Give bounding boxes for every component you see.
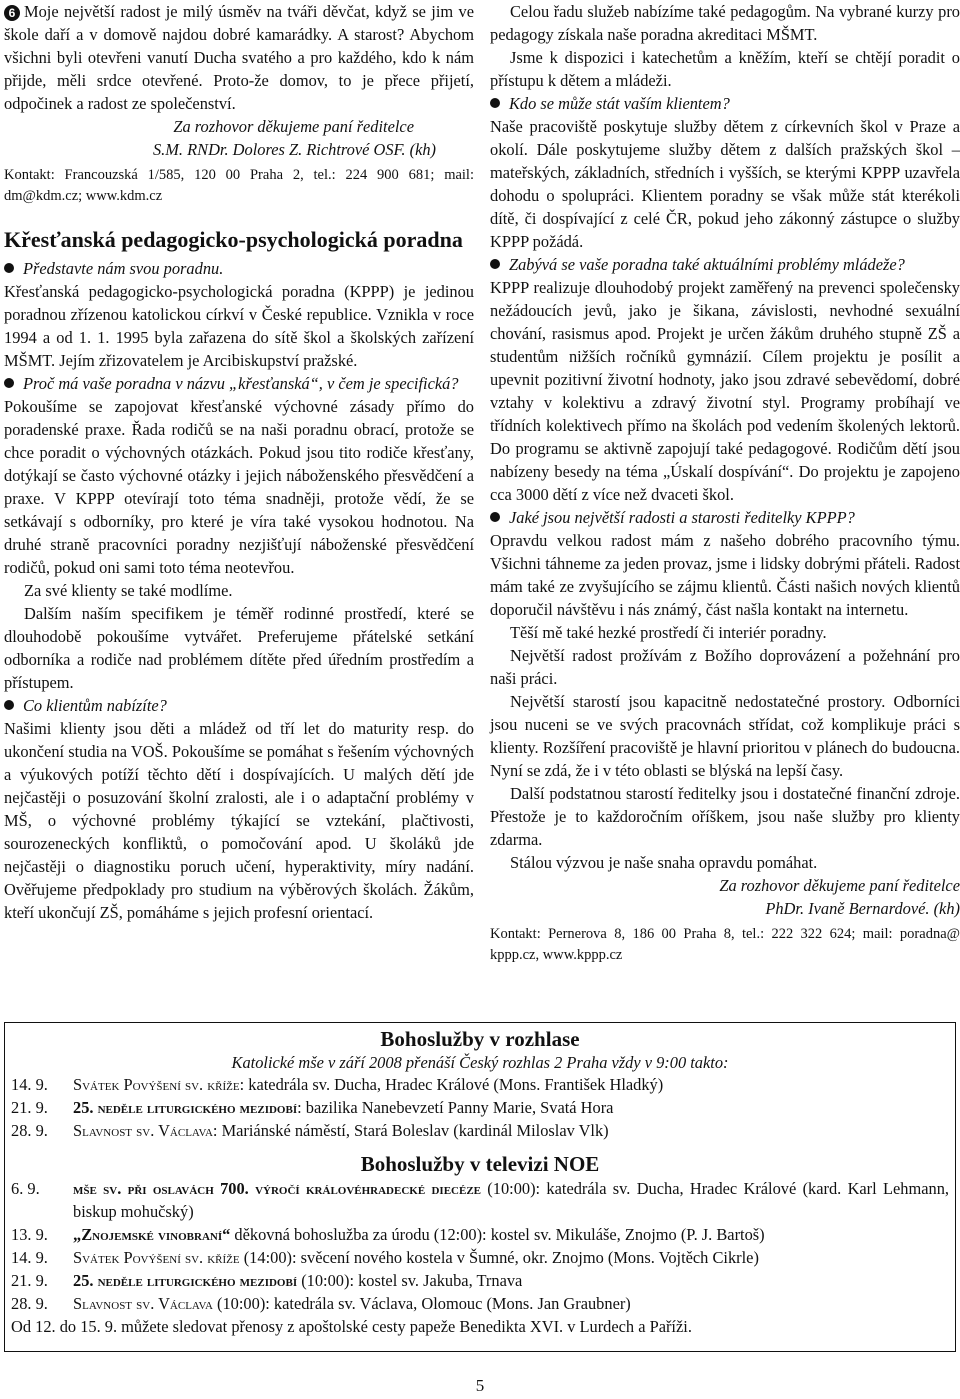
answer-paragraph: Našimi klienty jsou děti a mládež od tří let do maturity resp. do ukončení studia na VOŠ. Pokoušíme se pomáhat s řešením výchovných a výukových potíží těchto dětí i dospívajících. U malých dětí jde nejčastěji o posuzování školní zralosti, ale i o adaptační problémy v MŠ, o výchovné problémy týkající se vztekání, plačtivosti, sourozeneckých konfliktů, o pomočování apod. U školáků jde nejčastěji o diagnostiku poruch učení, hyperaktivity, míry nadání. Ověřujeme předpoklady pro studium na výběrových školách. Žákům, kteří ukončují ZŠ, pomáháme s jejich profesní orientací.: [4, 719, 474, 922]
thanks-line-2: S.M. RNDr. Dolores Z. Richtrové OSF. (kh): [152, 140, 436, 159]
left-column: [4, 0, 474, 924]
bullet-icon: [490, 98, 500, 108]
answer-paragraph: Za své klienty se také modlíme.: [24, 581, 233, 600]
bullet-icon: [4, 263, 14, 273]
answer-paragraph: Křesťanská pedagogicko-psychologická poradna (KPPP) je jedinou poradnou zřízenou katolickou církví v České republice. Vznikla v roce 1994 a od 1. 1. 1995 byla zařazena do sítě škol a školských zařízení MŠMT. Jejím zřizovatelem je Arcibiskupství pražské.: [4, 282, 474, 370]
intro-paragraph: 6 Moje největší radost je milý úsměv na tváři děvčat, když se jim ve škole daří a v domově najdou dobré kamarádky. A starost? Abychom všichni byli otevřeni vanutí Ducha svatého a pro každého, kdo k nám přijde, měli srdce otevřené. Proto-že domov, to je přece přijetí, odpočinek a radost ze společenství.: [4, 2, 474, 113]
thanks-line-1: Za rozhovor děkujeme paní ředitelce: [173, 117, 414, 136]
question-6: Jaké jsou největší radosti a starosti ředitelky KPPP?: [490, 506, 960, 529]
tv-row: 21. 9. 25. neděle liturgického mezidobí (10:00): kostel sv. Jakuba, Trnava: [11, 1271, 523, 1290]
answer-paragraph: Těší mě také hezké prostředí či interiér poradny.: [510, 623, 827, 642]
page-number: 5: [475, 1376, 485, 1395]
answer-paragraph: Pokoušíme se zapojovat křesťanské výchovné zásady přímo do poradenské praxe. Řada rodičů se na naši poradnu obrací, protože se chce poradit o výchovných otázkách. Pokud jsou tito rodiče křesťany, dotýkají se často výchovné otázky i jejich náboženského přesvědčení a praxe. V KPPP otevírají toto téma snadněji, protože vědí, že se setkávají s odborníky, pro které je víra také vysokou hodnotou. Na druhé straně pracovníci poradny nezjišťují náboženské přesvědčení rodičů, pokud oni sami toto téma neotevřou.: [4, 397, 474, 577]
number-bullet-icon: 6: [4, 5, 20, 21]
tv-row: 28. 9. Slavnost sv. Václava (10:00): katedrála sv. Václava, Olomouc (Mons. Jan Graubner): [11, 1294, 631, 1313]
question-2: Proč má vaše poradna v názvu „křesťanská“, v čem je specifická?: [4, 372, 474, 395]
radio-row: 28. 9. Slavnost sv. Václava: Mariánské náměstí, Stará Boleslav (kardinál Miloslav Vlk): [11, 1121, 609, 1140]
radio-subtitle: Katolické mše v září 2008 přenáší Český rozhlas 2 Praha vždy v 9:00 takto:: [231, 1053, 729, 1072]
tv-row: 6. 9. mše sv. při oslavách 700. výročí královéhradecké diecéze (10:00): katedrála sv. Ducha, Hradec Králové (kard. Karl Lehmann, biskup mohučský): [11, 1179, 949, 1221]
answer-paragraph: Dalším naším specifikem je téměř rodinné prostředí, které se dlouhodobě pokoušíme vytvářet. Preferujeme přátelské setkání odborníka a rodiče nad problémem dítěte před úředním prostředím a přístupem.: [4, 604, 474, 692]
question-1: Představte nám svou poradnu.: [4, 257, 474, 280]
answer-paragraph: Opravdu velkou radost mám z našeho dobrého pracovního týmu. Všichni táhneme za jeden provaz, jsme i lidsky dobrými přáteli. Radost mám také ze zvyšujícího se zájmu klientů. Části našich nových klientů doporučil návštěvu i nás známý, část našla kontakt na internetu.: [490, 531, 960, 619]
bullet-icon: [4, 378, 14, 388]
radio-row: 14. 9. Svátek Povýšení sv. kříže: katedrála sv. Ducha, Hradec Králové (Mons. František Hladký): [11, 1075, 664, 1094]
answer-paragraph: Naše pracoviště poskytuje služby dětem z církevních škol v Praze a okolí. Dále poskytujeme služby dětem z dalších pražských škol – mateřských, základních, středních i vyšších, se kterými KPPP uzavřela dohodu o spolupráci. Klientem poradny se však může stát kterékoli dítě, či dospívající z celé ČR, pokud jeho zákonný zástupce o služby KPPP požádá.: [490, 117, 960, 251]
article-heading: Křesťanská pedagogicko-psychologická poradna: [4, 227, 463, 252]
thanks-line-2: PhDr. Ivaně Bernardové. (kh): [765, 899, 960, 918]
question-3: Co klientům nabízíte?: [4, 694, 474, 717]
broadcast-box: [4, 1022, 956, 1352]
tv-row: 14. 9. Svátek Povýšení sv. kříže (14:00): svěcení nového kostela v Šumné, okr. Znojmo (Mons. Vojtěch Cikrle): [11, 1248, 759, 1267]
radio-title: Bohoslužby v rozhlase: [380, 1027, 580, 1051]
answer-paragraph: Největší radost prožívám z Božího doprovázení a požehnání pro naši práci.: [490, 646, 960, 688]
tv-footer: Od 12. do 15. 9. můžete sledovat přenosy z apoštolské cesty papeže Benedikta XVI. v Lurdech a Paříži.: [11, 1317, 692, 1336]
contact-info: Kontakt: Francouzská 1/585, 120 00 Praha 2, tel.: 224 900 681; mail: dm@kdm.cz; www.kdm.cz: [4, 167, 474, 204]
bullet-icon: [4, 700, 14, 710]
bullet-icon: [490, 259, 500, 269]
answer-paragraph: Další podstatnou starostí ředitelky jsou i dostatečné finanční zdroje. Přestože je to každoročním oříškem, jsou naše služby pro klienty zdarma.: [490, 784, 960, 849]
answer-paragraph: KPPP realizuje dlouhodobý projekt zaměřený na prevenci společensky nežádoucích jevů, jako je šikana, závislosti, nevhodné sexuální chování, rasismus apod. Projekt je určen žákům druhého stupně ZŠ a studentům nižších ročníků gymnázií. Cílem projektu je posílit a upevnit pozitivní životní hodnoty, jako jsou zdravé sebevědomí, dobré vztahy v kolektivu a zdravý životní styl. Programy probíhají ve třídních kolektivech přímo na školách pod vedením školených lektorů. Do programu se aktivně zapojují také pedagogové. Rodičům dětí jsou nabízeny besedy na téma „Úskalí dospívání“. Do projektu je zapojeno cca 3000 dětí z více než dvaceti škol.: [490, 278, 960, 504]
question-4: Kdo se může stát vaším klientem?: [490, 92, 960, 115]
answer-paragraph: Jsme k dispozici i katechetům a kněžím, kteří se chtějí poradit o přístupu k dětem a mládeži.: [490, 48, 960, 90]
question-5: Zabývá se vaše poradna také aktuálními problémy mládeže?: [490, 253, 960, 276]
answer-paragraph: Celou řadu služeb nabízíme také pedagogům. Na vybrané kurzy pro pedagogy získala naše poradna akreditaci MŠMT.: [490, 2, 960, 44]
answer-paragraph: Stálou výzvou je naše snaha opravdu pomáhat.: [510, 853, 818, 872]
right-column: [490, 0, 960, 966]
answer-paragraph: Největší starostí jsou kapacitně nedostatečné prostory. Odborníci jsou nuceni se ve svých pracovnách střídat, což komplikuje práci s klienty. Rozšíření pracoviště je hlavní prioritou v plánech do budoucna. Nyní se zdá, že i v této oblasti se blýská na lepší časy.: [490, 692, 960, 780]
tv-title: Bohoslužby v televizi NOE: [360, 1152, 600, 1176]
tv-row: 13. 9. „Znojemské vinobraní“ děkovná bohoslužba za úrodu (12:00): kostel sv. Mikuláše, Znojmo (P. J. Bartoš): [11, 1225, 765, 1244]
bullet-icon: [490, 512, 500, 522]
radio-row: 21. 9. 25. neděle liturgického mezidobí: bazilika Nanebevzetí Panny Marie, Svatá Hora: [11, 1098, 614, 1117]
thanks-line-1: Za rozhovor děkujeme paní ředitelce: [719, 876, 960, 895]
contact-info: Kontakt: Pernerova 8, 186 00 Praha 8, tel.: 222 322 624; mail: poradna@ kppp.cz, www.kppp.cz: [490, 926, 960, 963]
